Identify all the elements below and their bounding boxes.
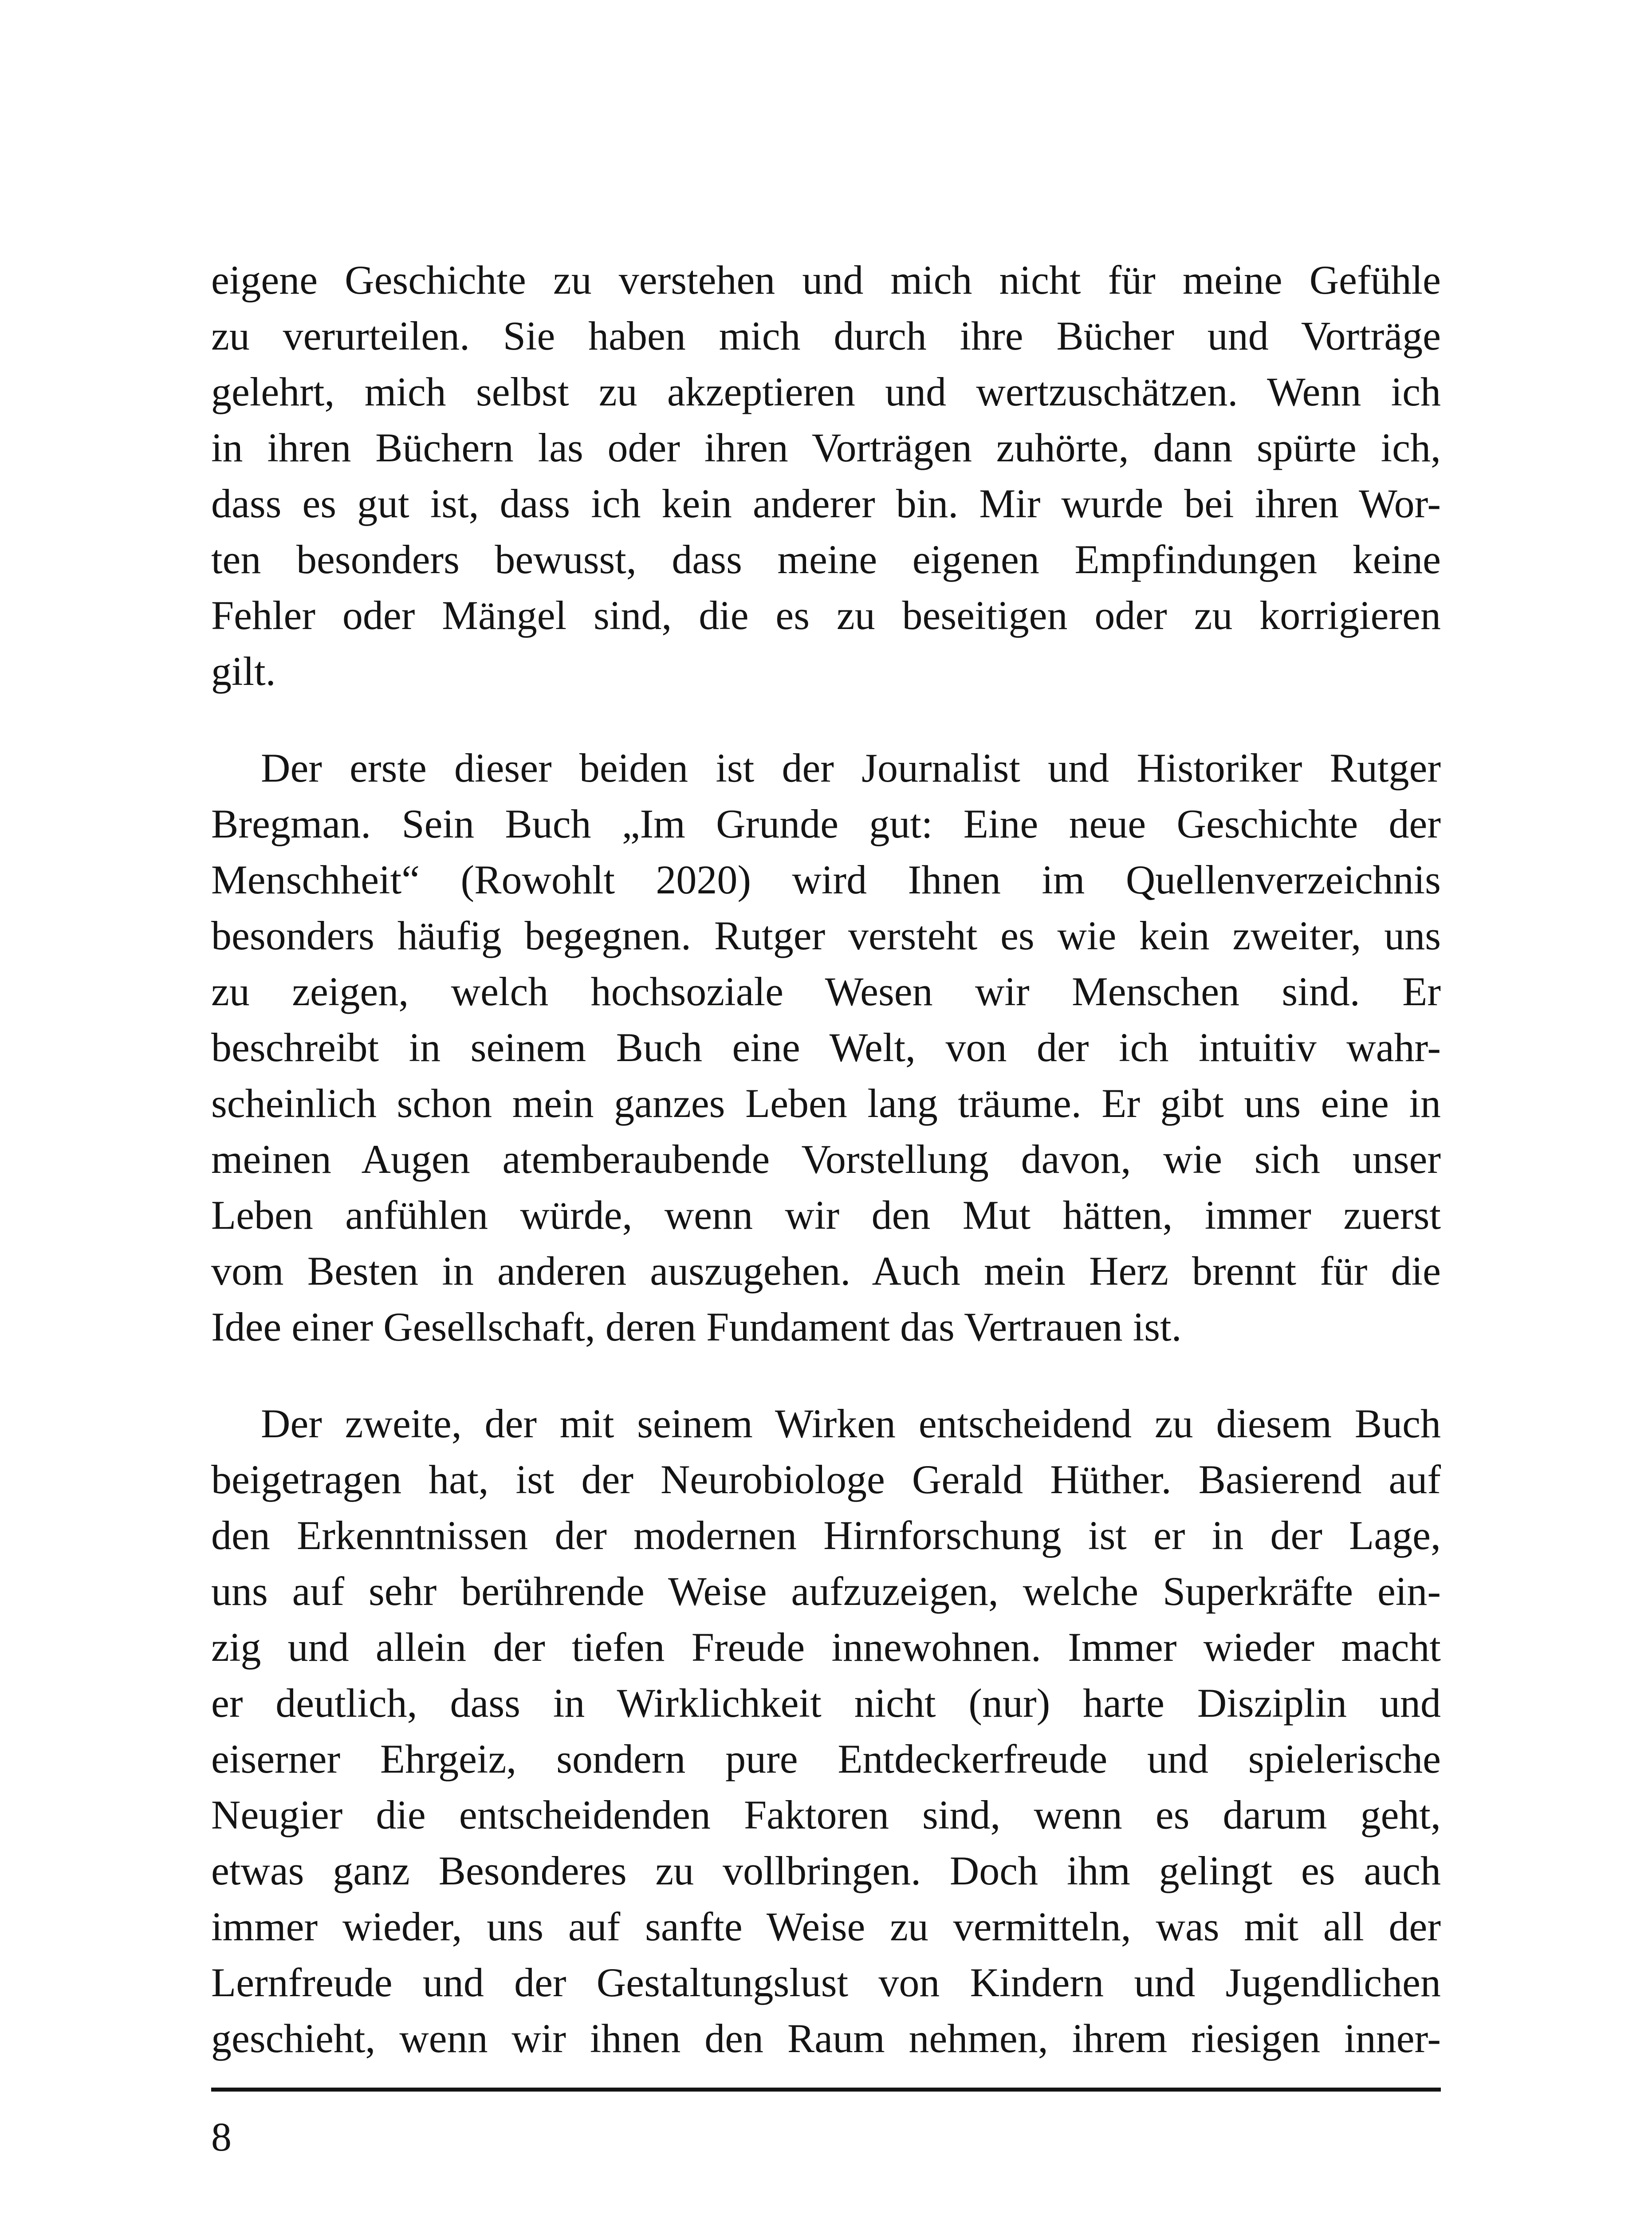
paragraph-3	[211, 1396, 1441, 2066]
body-text	[211, 252, 1441, 2066]
text-line: zu verurteilen. Sie haben mich durch ihre Bücher und Vorträge	[211, 313, 1441, 358]
text-line: eigene Geschichte zu verstehen und mich nicht für meine Gefühle	[211, 257, 1441, 303]
text-line: besonders häufig begegnen. Rutger versteht es wie kein zweiter, uns	[211, 913, 1441, 958]
text-line: den Erkenntnissen der modernen Hirnforschung ist er in der Lage,	[211, 1513, 1441, 1558]
text-line: eiserner Ehrgeiz, sondern pure Entdeckerfreude und spielerische	[211, 1736, 1441, 1781]
text-line: uns auf sehr berührende Weise aufzuzeigen, welche Superkräfte ein-	[211, 1569, 1441, 1614]
text-line: dass es gut ist, dass ich kein anderer bin. Mir wurde bei ihren Wor-	[211, 481, 1441, 526]
page-number: 8	[211, 2114, 232, 2159]
text-line: Der erste dieser beiden ist der Journalist und Historiker Rutger	[261, 745, 1441, 790]
text-line: Idee einer Gesellschaft, deren Fundament das Vertrauen ist.	[211, 1304, 1182, 1349]
text-line: Bregman. Sein Buch „Im Grunde gut: Eine neue Geschichte der	[211, 801, 1441, 846]
text-line: beigetragen hat, ist der Neurobiologe Gerald Hüther. Basierend auf	[211, 1457, 1441, 1502]
paragraph-spacer	[211, 1355, 1441, 1396]
text-line: geschieht, wenn wir ihnen den Raum nehmen, ihrem riesigen inner-	[211, 2016, 1441, 2061]
text-line: scheinlich schon mein ganzes Leben lang träume. Er gibt uns eine in	[211, 1081, 1441, 1126]
text-line: etwas ganz Besonderes zu vollbringen. Doch ihm gelingt es auch	[211, 1848, 1441, 1893]
text-line: er deutlich, dass in Wirklichkeit nicht (nur) harte Disziplin und	[211, 1680, 1441, 1726]
paragraph-spacer	[211, 699, 1441, 740]
text-line: zu zeigen, welch hochsoziale Wesen wir Menschen sind. Er	[211, 969, 1441, 1014]
text-line: Fehler oder Mängel sind, die es zu beseitigen oder zu korrigieren	[211, 593, 1441, 638]
text-line: Menschheit“ (Rowohlt 2020) wird Ihnen im Quellenverzeichnis	[211, 857, 1441, 902]
paragraph-1	[211, 252, 1441, 699]
text-line: Neugier die entscheidenden Faktoren sind, wenn es darum geht,	[211, 1792, 1441, 1837]
text-line: Leben anfühlen würde, wenn wir den Mut hätten, immer zuerst	[211, 1192, 1441, 1238]
paragraph-2	[211, 740, 1441, 1355]
text-line: ten besonders bewusst, dass meine eigenen Empfindungen keine	[211, 537, 1441, 582]
text-line: immer wieder, uns auf sanfte Weise zu vermitteln, was mit all der	[211, 1904, 1441, 1949]
text-line: gilt.	[211, 649, 276, 694]
text-line: zig und allein der tiefen Freude innewohnen. Immer wieder macht	[211, 1624, 1441, 1670]
text-line: Lernfreude und der Gestaltungslust von Kindern und Jugendlichen	[211, 1960, 1441, 2005]
text-line: meinen Augen atemberaubende Vorstellung davon, wie sich unser	[211, 1137, 1441, 1182]
text-line: Der zweite, der mit seinem Wirken entscheidend zu diesem Buch	[261, 1401, 1441, 1446]
text-line: beschreibt in seinem Buch eine Welt, von der ich intuitiv wahr-	[211, 1025, 1441, 1070]
footer-divider	[211, 2088, 1441, 2092]
text-line: vom Besten in anderen auszugehen. Auch mein Herz brennt für die	[211, 1248, 1441, 1294]
text-line: gelehrt, mich selbst zu akzeptieren und wertzuschätzen. Wenn ich	[211, 369, 1441, 414]
text-line: in ihren Büchern las oder ihren Vorträgen zuhörte, dann spürte ich,	[211, 425, 1441, 470]
